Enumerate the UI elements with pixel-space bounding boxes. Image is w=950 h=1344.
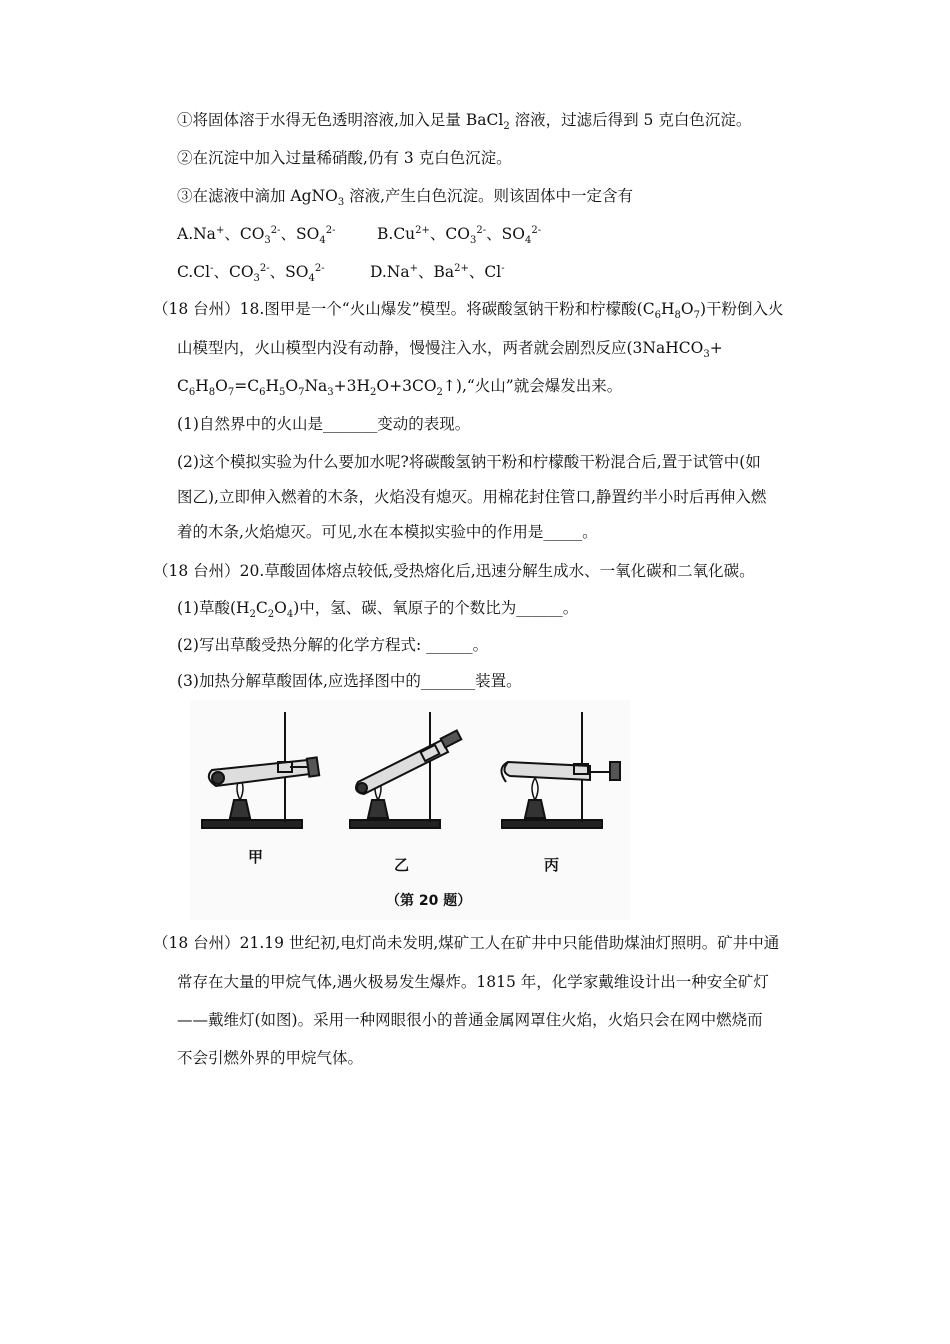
q17-options-row1 <box>177 224 677 244</box>
option-b: $B.Cu^{2+}$、$CO_3^{2-}$、$SO_4^{2-}$ <box>377 225 542 246</box>
q20-sub2: (2)写出草酸受热分解的化学方程式: ______。 <box>177 636 489 654</box>
q18-line2: 山模型内，火山模型内没有动静，慢慢注入水，两者就会剧烈反应(3NaHCO$_3$+ <box>177 339 723 360</box>
q17-step1: ①将固体溶于水得无色透明溶液,加入足量 BaCl$_2$ 溶液，过滤后得到 5 克白色沉淀。 <box>177 111 752 132</box>
q18-sub1: (1)自然界中的火山是_______变动的表现。 <box>177 415 471 433</box>
q18-sub2-line3: 着的木条,火焰熄灭。可见,水在本模拟实验中的作用是_____。 <box>177 523 598 541</box>
q17-step3: ③在滤液中滴加 AgNO$_3$ 溶液,产生白色沉淀。则该固体中一定含有 <box>177 187 634 208</box>
q20-sub1: (1)草酸$(H_2C_2O_4)$中，氢、碳、氧原子的个数比为______。 <box>177 599 579 620</box>
q18-sub2-line1: (2)这个模拟实验为什么要加水呢?将碳酸氢钠干粉和柠檬酸干粉混合后,置于试管中(如 <box>177 453 761 471</box>
q21-line1: （18 台州）21.19 世纪初,电灯尚未发明,煤矿工人在矿井中只能借助煤油灯照明。矿井中通 <box>153 934 780 952</box>
option-a: A.Na+、$CO_3^{2-}$、$SO_4^{2-}$ <box>177 225 336 246</box>
q18-sub2-line2: 图乙),立即伸入燃着的木条，火焰没有熄灭。用棉花封住管口,静置约半小时后再伸入燃 <box>177 488 767 506</box>
q21-line3: ——戴维灯(如图)。采用一种网眼很小的普通金属网罩住火焰，火焰只会在网中燃烧而 <box>177 1011 763 1029</box>
q17-options-row2 <box>177 262 677 282</box>
apparatus-drawing <box>190 700 630 920</box>
q17-step2: ②在沉淀中加入过量稀硝酸,仍有 3 克白色沉淀。 <box>177 149 512 167</box>
option-d: D.Na+、$Ba^{2+}$、Cl- <box>370 263 505 281</box>
figure-label-jia: 甲 <box>248 848 264 866</box>
q20-intro: （18 台州）20.草酸固体熔点较低,受热熔化后,迅速分解生成水、一氧化碳和二氧化碳。 <box>153 562 755 580</box>
figure-label-yi: 乙 <box>394 856 410 874</box>
q18-line1: （18 台州）18.图甲是一个“火山爆发”模型。将碳酸氢钠干粉和柠檬酸$(C_6H_8O_7)$干粉倒入火 <box>153 300 784 321</box>
q21-line4: 不会引燃外界的甲烷气体。 <box>177 1049 364 1067</box>
q21-line2: 常存在大量的甲烷气体,遇火极易发生爆炸。1815 年，化学家戴维设计出一种安全矿灯 <box>177 973 769 991</box>
figure-caption: （第 20 题） <box>386 893 472 909</box>
option-c: C.Cl-、$CO_3^{2-}$、$SO_4^{2-}$ <box>177 263 325 284</box>
q18-equation: $C_6H_8O_7=C_6H_5O_7Na_3+3H_2O+3CO_2↑),“$火山”就会爆发出来。 <box>177 377 623 398</box>
figure-label-bing: 丙 <box>544 856 560 874</box>
apparatus-figure <box>190 700 630 920</box>
q20-sub3: (3)加热分解草酸固体,应选择图中的_______装置。 <box>177 672 522 690</box>
